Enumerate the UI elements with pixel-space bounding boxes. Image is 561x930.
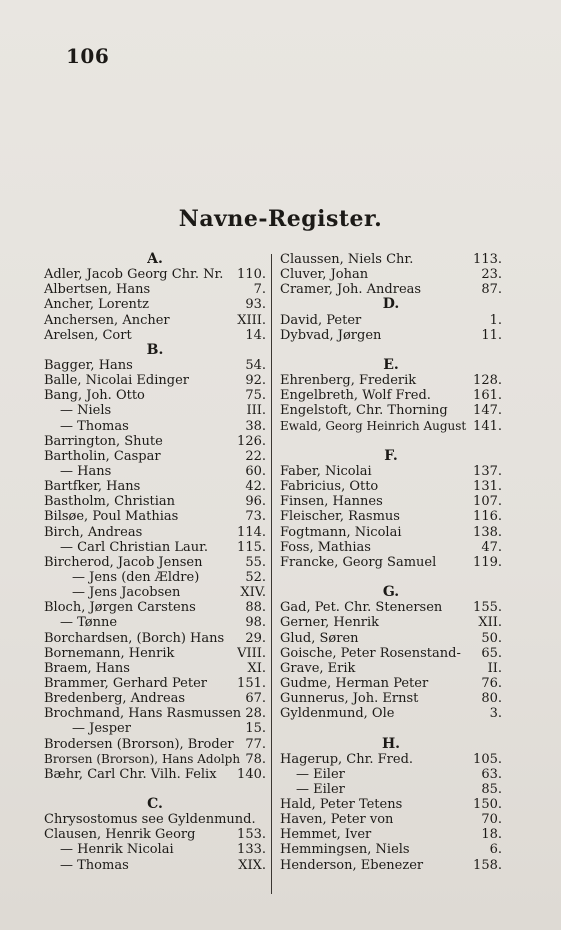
entry-reference: 133. [237, 842, 266, 858]
section-letter: F. [384, 447, 398, 464]
page-title: Navne-Register. [178, 206, 383, 232]
entry-reference: 116. [473, 509, 502, 525]
index-entry [44, 434, 266, 449]
index-entry [280, 479, 502, 494]
index-entry [280, 706, 502, 721]
index-entry [44, 812, 266, 827]
entry-reference: 128. [473, 373, 502, 389]
section-letter: B. [146, 341, 164, 358]
entry-name: — Tønne [60, 615, 118, 631]
entry-reference: 60. [245, 463, 266, 479]
entry-reference: 52. [245, 569, 266, 585]
entry-name: Francke, Georg Samuel [280, 554, 437, 570]
entry-name: — Jens Jacobsen [72, 585, 181, 601]
entry-reference: 150. [473, 797, 502, 813]
entry-name: Hald, Peter Tetens [280, 797, 403, 813]
index-entry [280, 464, 502, 479]
entry-name: — Jens (den Ældre) [72, 569, 200, 585]
entry-reference: 119. [473, 554, 502, 570]
entry-name: Grave, Erik [280, 660, 356, 676]
index-entry [44, 313, 266, 328]
entry-reference: 105. [473, 751, 502, 767]
entry-reference: 77. [245, 736, 266, 752]
entry-name: Arelsen, Cort [44, 327, 132, 343]
section-letter: G. [382, 584, 400, 601]
index-entry [44, 540, 266, 555]
entry-reference: 38. [245, 418, 266, 434]
entry-name: Bircherod, Jacob Jensen [44, 554, 203, 570]
entry-reference: 140. [237, 766, 266, 782]
index-entry [280, 282, 502, 297]
index-entry [44, 282, 266, 297]
index-entry [280, 509, 502, 524]
index-entry [44, 827, 266, 842]
entry-name: Cramer, Joh. Andreas [280, 282, 422, 298]
index-entry [280, 540, 502, 555]
entry-reference: VIII. [237, 645, 266, 661]
entry-name: Albertsen, Hans [44, 282, 151, 298]
entry-name: David, Peter [280, 312, 362, 328]
entry-reference: 14. [245, 327, 266, 343]
entry-name: Goische, Peter Rosenstand- [280, 645, 461, 661]
entry-name: Ehrenberg, Frederik [280, 373, 417, 389]
entry-reference: XII. [478, 615, 502, 631]
entry-reference: 23. [481, 267, 502, 283]
entry-name: — Thomas [60, 418, 129, 434]
entry-reference: 147. [473, 403, 502, 419]
index-entry [44, 449, 266, 464]
index-entry [44, 752, 266, 767]
index-entry [280, 615, 502, 630]
entry-reference: 131. [473, 479, 502, 495]
index-column-right [280, 252, 502, 873]
index-entry [44, 570, 266, 585]
entry-name: — Henrik Nicolai [60, 842, 174, 858]
section-letter: C. [147, 796, 163, 813]
section-spacer [280, 434, 502, 449]
entry-reference: II. [487, 660, 502, 676]
entry-name: Bornemann, Henrik [44, 645, 175, 661]
entry-reference: 161. [473, 388, 502, 404]
column-divider [271, 254, 272, 894]
entry-name: Fabricius, Otto [280, 479, 379, 495]
index-entry [44, 297, 266, 312]
entry-reference: 65. [481, 645, 502, 661]
index-entry [44, 706, 266, 721]
entry-name: Borchardsen, (Borch) Hans [44, 630, 225, 646]
index-entry [280, 419, 502, 434]
entry-name: Foss, Mathias [280, 539, 371, 555]
index-column-left [44, 252, 266, 873]
entry-name: Gerner, Henrik [280, 615, 380, 631]
entry-name: Gudme, Herman Peter [280, 675, 429, 691]
index-entry [44, 403, 266, 418]
section-spacer [280, 570, 502, 585]
entry-name: Hagerup, Chr. Fred. [280, 751, 414, 767]
entry-reference: XIII. [237, 312, 266, 328]
index-entry [44, 328, 266, 343]
entry-name: Brammer, Gerhard Peter [44, 675, 207, 691]
index-entry [280, 267, 502, 282]
index-entry [280, 812, 502, 827]
entry-reference: 115. [237, 539, 266, 555]
entry-name: — Eiler [296, 781, 345, 797]
entry-name: Balle, Nicolai Edinger [44, 373, 189, 389]
index-entry [280, 752, 502, 767]
index-entry [44, 585, 266, 600]
entry-reference: 42. [245, 479, 266, 495]
entry-reference: 113. [473, 252, 502, 267]
index-entry [44, 842, 266, 857]
index-entry [280, 767, 502, 782]
section-letter: E. [383, 356, 399, 373]
entry-name: Gad, Pet. Chr. Stenersen [280, 600, 443, 616]
entry-name: Bilsøe, Poul Mathias [44, 509, 179, 525]
entry-reference: 18. [481, 827, 502, 843]
entry-reference: 11. [481, 327, 502, 343]
index-entry [280, 252, 502, 267]
index-entry [44, 600, 266, 615]
entry-reference: 67. [245, 691, 266, 707]
index-entry [280, 661, 502, 676]
index-entry [44, 646, 266, 661]
index-entry [280, 328, 502, 343]
entry-reference: 110. [237, 267, 266, 283]
index-entry [44, 767, 266, 782]
index-entry [280, 600, 502, 615]
entry-name: Henderson, Ebenezer [280, 857, 424, 873]
entry-reference: 63. [481, 766, 502, 782]
entry-reference: 93. [245, 297, 266, 313]
entry-name: Engelbreth, Wolf Fred. [280, 388, 431, 404]
entry-reference: 114. [237, 524, 266, 540]
entry-name: Ancher, Lorentz [44, 297, 149, 313]
entry-name: — Eiler [296, 766, 345, 782]
entry-reference: 138. [473, 524, 502, 540]
entry-reference: 85. [481, 781, 502, 797]
entry-reference: 76. [481, 675, 502, 691]
entry-reference: 70. [481, 812, 502, 828]
entry-name: Glud, Søren [280, 630, 359, 646]
entry-name: Bartholin, Caspar [44, 448, 161, 464]
index-entry [280, 646, 502, 661]
entry-reference: 54. [245, 357, 266, 373]
entry-name: Hemmet, Iver [280, 827, 372, 843]
index-entry [280, 555, 502, 570]
index-entry [44, 555, 266, 570]
entry-name: Finsen, Hannes [280, 494, 383, 510]
entry-reference: 47. [481, 539, 502, 555]
entry-reference: 155. [473, 600, 502, 616]
entry-reference: 55. [245, 554, 266, 570]
entry-name: Bæhr, Carl Chr. Vilh. Felix [44, 766, 217, 782]
entry-name: Dybvad, Jørgen [280, 327, 382, 343]
entry-name: — Niels [60, 403, 112, 419]
entry-reference: 29. [245, 630, 266, 646]
index-entry [44, 494, 266, 509]
entry-reference: 158. [473, 857, 502, 873]
entry-reference: 78. [245, 751, 266, 767]
section-spacer [44, 782, 266, 797]
index-entry [44, 358, 266, 373]
entry-name: Bartfker, Hans [44, 479, 141, 495]
entry-reference: 87. [481, 282, 502, 298]
index-entry [44, 525, 266, 540]
section-letter: H. [381, 735, 401, 752]
index-entry [280, 782, 502, 797]
entry-reference: 96. [245, 494, 266, 510]
entry-reference: 75. [245, 388, 266, 404]
entry-reference: 141. [473, 418, 502, 434]
entry-name: Brorsen (Brorson), Hans Adolph [44, 751, 241, 766]
entry-name: Haven, Peter von [280, 812, 394, 828]
entry-name: Fogtmann, Nicolai [280, 524, 402, 540]
entry-name: Barrington, Shute [44, 433, 163, 449]
entry-name: Brochmand, Hans Rasmussen [44, 706, 242, 722]
entry-name: Gyldenmund, Ole [280, 706, 395, 722]
entry-name: Bagger, Hans [44, 357, 133, 373]
index-entry [280, 691, 502, 706]
index-entry [44, 858, 266, 873]
entry-reference: 28. [245, 706, 266, 722]
entry-reference: 7. [253, 282, 266, 298]
entry-name: Bloch, Jørgen Carstens [44, 600, 196, 616]
index-entry [280, 525, 502, 540]
entry-name: Clausen, Henrik Georg [44, 827, 196, 843]
entry-name: — Carl Christian Laur. [60, 539, 209, 555]
index-entry [44, 373, 266, 388]
entry-name: Anchersen, Ancher [44, 312, 170, 328]
entry-reference: 80. [481, 691, 502, 707]
entry-name: — Thomas [60, 857, 129, 873]
entry-name: Engelstoft, Chr. Thorning [280, 403, 448, 419]
entry-name: Brodersen (Brorson), Broder [44, 736, 234, 752]
index-entry [280, 858, 502, 873]
index-entry [280, 842, 502, 857]
section-spacer [280, 721, 502, 736]
entry-name: Bastholm, Christian [44, 494, 176, 510]
index-entry [44, 479, 266, 494]
entry-name: Claussen, Niels Chr. [280, 252, 414, 267]
entry-name: Birch, Andreas [44, 524, 143, 540]
index-entry [280, 494, 502, 509]
entry-reference: XI. [247, 660, 266, 676]
index-entry [44, 267, 266, 282]
section-spacer [280, 343, 502, 358]
entry-name: Fleischer, Rasmus [280, 509, 400, 525]
index-entry [44, 615, 266, 630]
section-letter: A. [147, 251, 163, 267]
entry-reference: 15. [245, 721, 266, 737]
entry-name: Cluver, Johan [280, 267, 369, 283]
entry-name: Bredenberg, Andreas [44, 691, 186, 707]
index-entry [44, 721, 266, 736]
index-entry [44, 737, 266, 752]
entry-reference: 107. [473, 494, 502, 510]
entry-reference: III. [246, 403, 266, 419]
index-entry [280, 676, 502, 691]
entry-reference: 126. [237, 433, 266, 449]
entry-reference: 73. [245, 509, 266, 525]
index-entry [44, 661, 266, 676]
entry-reference: 98. [245, 615, 266, 631]
entry-name: Adler, Jacob Georg Chr. Nr. [44, 267, 224, 283]
index-entry [280, 388, 502, 403]
entry-reference: 151. [237, 675, 266, 691]
index-entry [44, 509, 266, 524]
index-entry [280, 797, 502, 812]
index-entry [44, 464, 266, 479]
index-entry [44, 419, 266, 434]
index-entry [280, 827, 502, 842]
entry-name: — Hans [60, 463, 112, 479]
index-entry [280, 403, 502, 418]
index-entry [44, 388, 266, 403]
entry-name: Hemmingsen, Niels [280, 842, 410, 858]
entry-reference: XIX. [238, 857, 266, 873]
entry-reference: 3. [489, 706, 502, 722]
entry-name: — Jesper [72, 721, 131, 737]
entry-name: Braem, Hans [44, 660, 130, 676]
index-entry [280, 373, 502, 388]
entry-reference: XIV. [240, 585, 266, 601]
entry-reference: 92. [245, 373, 266, 389]
entry-reference: 137. [473, 463, 502, 479]
entry-name: Bang, Joh. Otto [44, 388, 145, 404]
entry-name: Gunnerus, Joh. Ernst [280, 691, 419, 707]
index-entry [280, 631, 502, 646]
entry-reference: 1. [489, 312, 502, 328]
index-entry [44, 631, 266, 646]
entry-reference: 153. [237, 827, 266, 843]
entry-name: Faber, Nicolai [280, 463, 372, 479]
index-entry [44, 676, 266, 691]
entry-reference: 22. [245, 448, 266, 464]
entry-reference: 88. [245, 600, 266, 616]
index-entry [280, 313, 502, 328]
index-entry [44, 691, 266, 706]
entry-name: Chrysostomus see Gyldenmund. [44, 812, 256, 828]
page-number: 106 [66, 44, 110, 68]
entry-reference: 6. [489, 842, 502, 858]
entry-reference: 50. [481, 630, 502, 646]
entry-name: Ewald, Georg Heinrich August [280, 418, 467, 433]
section-letter: D. [382, 296, 400, 313]
